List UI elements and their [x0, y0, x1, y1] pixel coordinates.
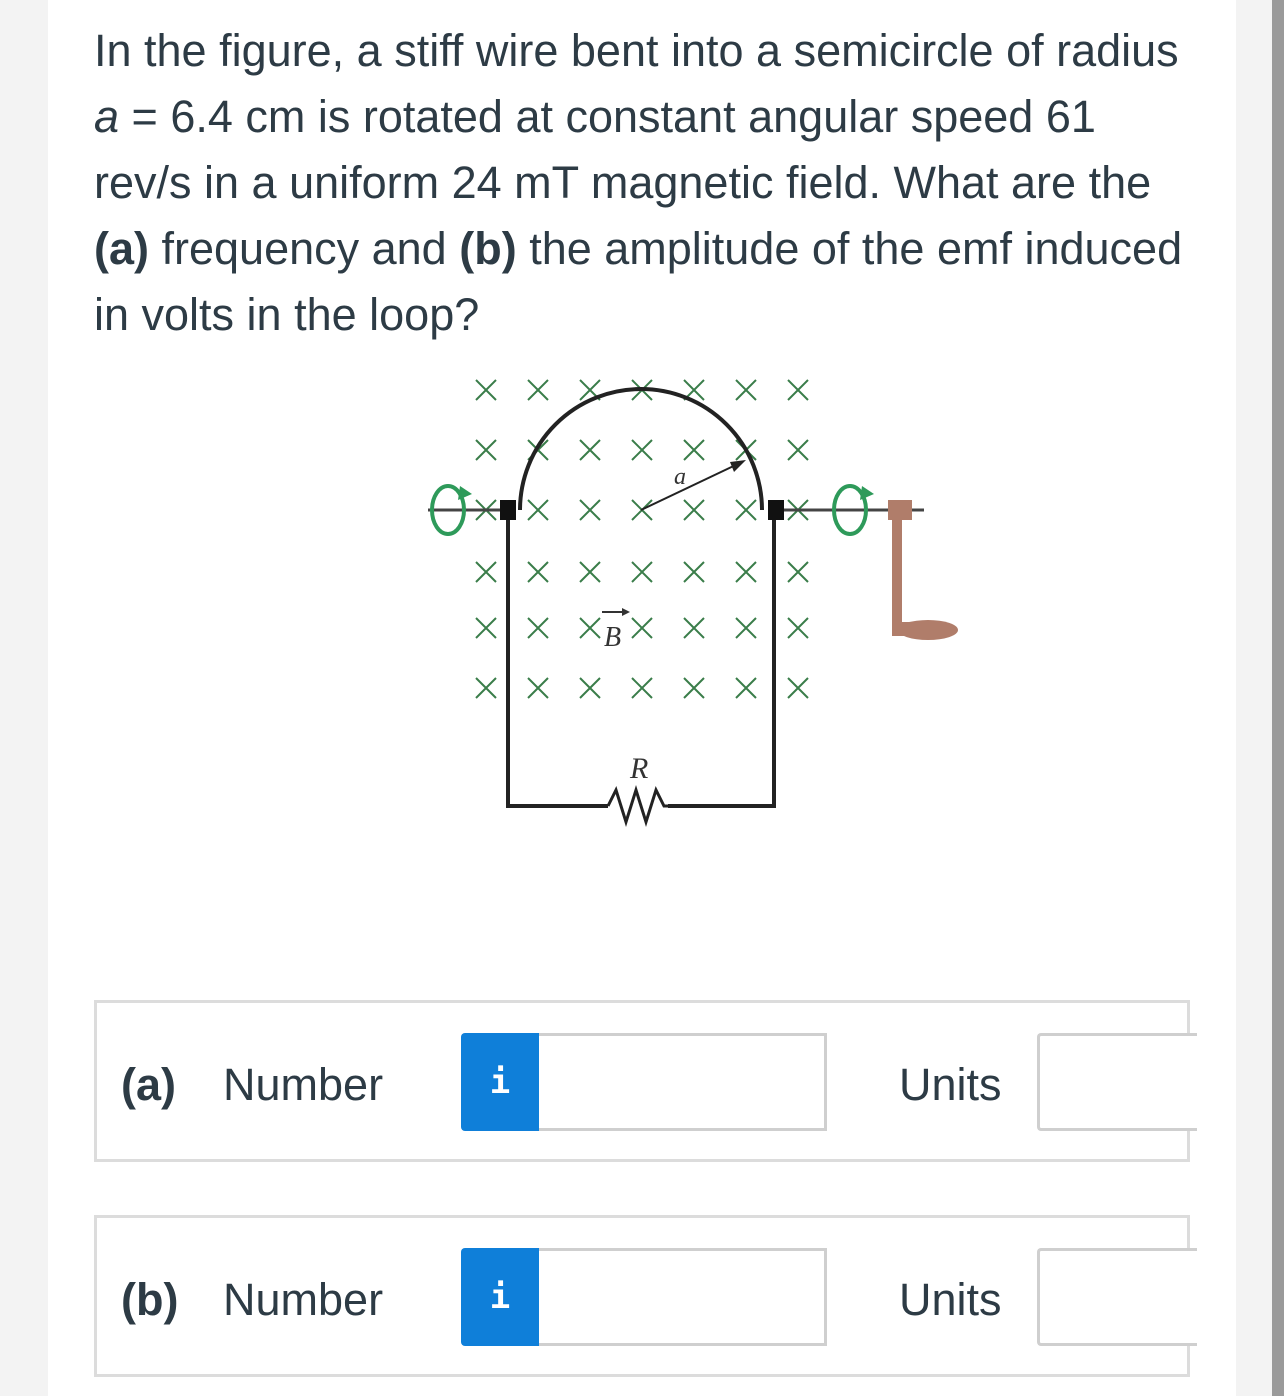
field-x-mark [528, 618, 548, 638]
field-x-mark [580, 562, 600, 582]
question-page [48, 0, 1236, 1396]
question-middle-2: frequency and [149, 223, 460, 274]
field-x-mark [528, 380, 548, 400]
right-connector [768, 500, 784, 520]
field-x-mark [528, 678, 548, 698]
units-select-b[interactable] [1037, 1248, 1197, 1346]
field-x-mark [736, 500, 756, 520]
field-x-mark [684, 440, 704, 460]
circuit-diagram [368, 366, 928, 846]
field-x-mark [788, 618, 808, 638]
part-label: (b) [121, 1274, 179, 1325]
field-x-mark [788, 440, 808, 460]
resistor-symbol [608, 790, 668, 822]
radius-variable: a [94, 91, 120, 142]
field-x-mark [580, 618, 600, 638]
units-select-a[interactable] [1037, 1033, 1197, 1131]
units-label: Units [899, 1274, 1002, 1325]
field-x-mark [684, 678, 704, 698]
number-input-a[interactable] [539, 1033, 827, 1131]
number-label: Number [223, 1059, 384, 1110]
radius-arrowhead [730, 460, 746, 472]
field-x-mark [476, 618, 496, 638]
field-x-mark [684, 500, 704, 520]
circuit-figure [368, 366, 928, 846]
field-x-mark [736, 562, 756, 582]
field-x-mark [476, 380, 496, 400]
scrollbar[interactable] [1272, 0, 1284, 1396]
field-vector-arrowhead [622, 608, 630, 616]
field-x-mark [788, 562, 808, 582]
field-x-mark [528, 500, 548, 520]
units-label: Units [899, 1059, 1002, 1110]
part-label: (a) [121, 1059, 176, 1110]
right-rail [1236, 0, 1284, 1396]
number-input-b[interactable] [539, 1248, 827, 1346]
field-x-mark [580, 678, 600, 698]
question-text [94, 18, 1194, 348]
info-icon[interactable]: i [461, 1248, 539, 1346]
question-middle-1: = 6.4 cm is rotated at constant angular speed 61 rev/s in a uniform 24 mT magnetic field. What are the [94, 91, 1152, 208]
part-b-ref: (b) [459, 223, 517, 274]
field-x-mark [580, 500, 600, 520]
field-x-mark [528, 562, 548, 582]
field-x-mark [632, 678, 652, 698]
field-x-mark [788, 678, 808, 698]
field-x-mark [632, 440, 652, 460]
question-end: the amplitude of the emf induced in volts in the loop? [94, 223, 1183, 340]
field-x-mark [476, 562, 496, 582]
left-connector [500, 500, 516, 520]
answer-row-a [94, 1000, 1190, 1162]
field-x-mark [580, 440, 600, 460]
number-label: Number [223, 1274, 384, 1325]
field-x-mark [788, 380, 808, 400]
field-x-mark [632, 562, 652, 582]
question-intro: In the figure, a stiff wire bent into a semicircle of radius [94, 25, 1179, 76]
field-x-mark [632, 618, 652, 638]
magnetic-field-marks [476, 380, 808, 698]
answer-row-b [94, 1215, 1190, 1377]
field-x-mark [736, 618, 756, 638]
resistor-label: R [630, 752, 649, 785]
field-label: B [604, 622, 622, 653]
radius-label: a [674, 464, 686, 490]
field-x-mark [736, 380, 756, 400]
field-x-mark [736, 678, 756, 698]
field-x-mark [476, 440, 496, 460]
info-icon[interactable]: i [461, 1033, 539, 1131]
part-a-ref: (a) [94, 223, 149, 274]
radius-arrow [641, 462, 742, 510]
crank-handle [888, 500, 958, 640]
field-x-mark [684, 618, 704, 638]
field-x-mark [684, 562, 704, 582]
field-x-mark [476, 678, 496, 698]
